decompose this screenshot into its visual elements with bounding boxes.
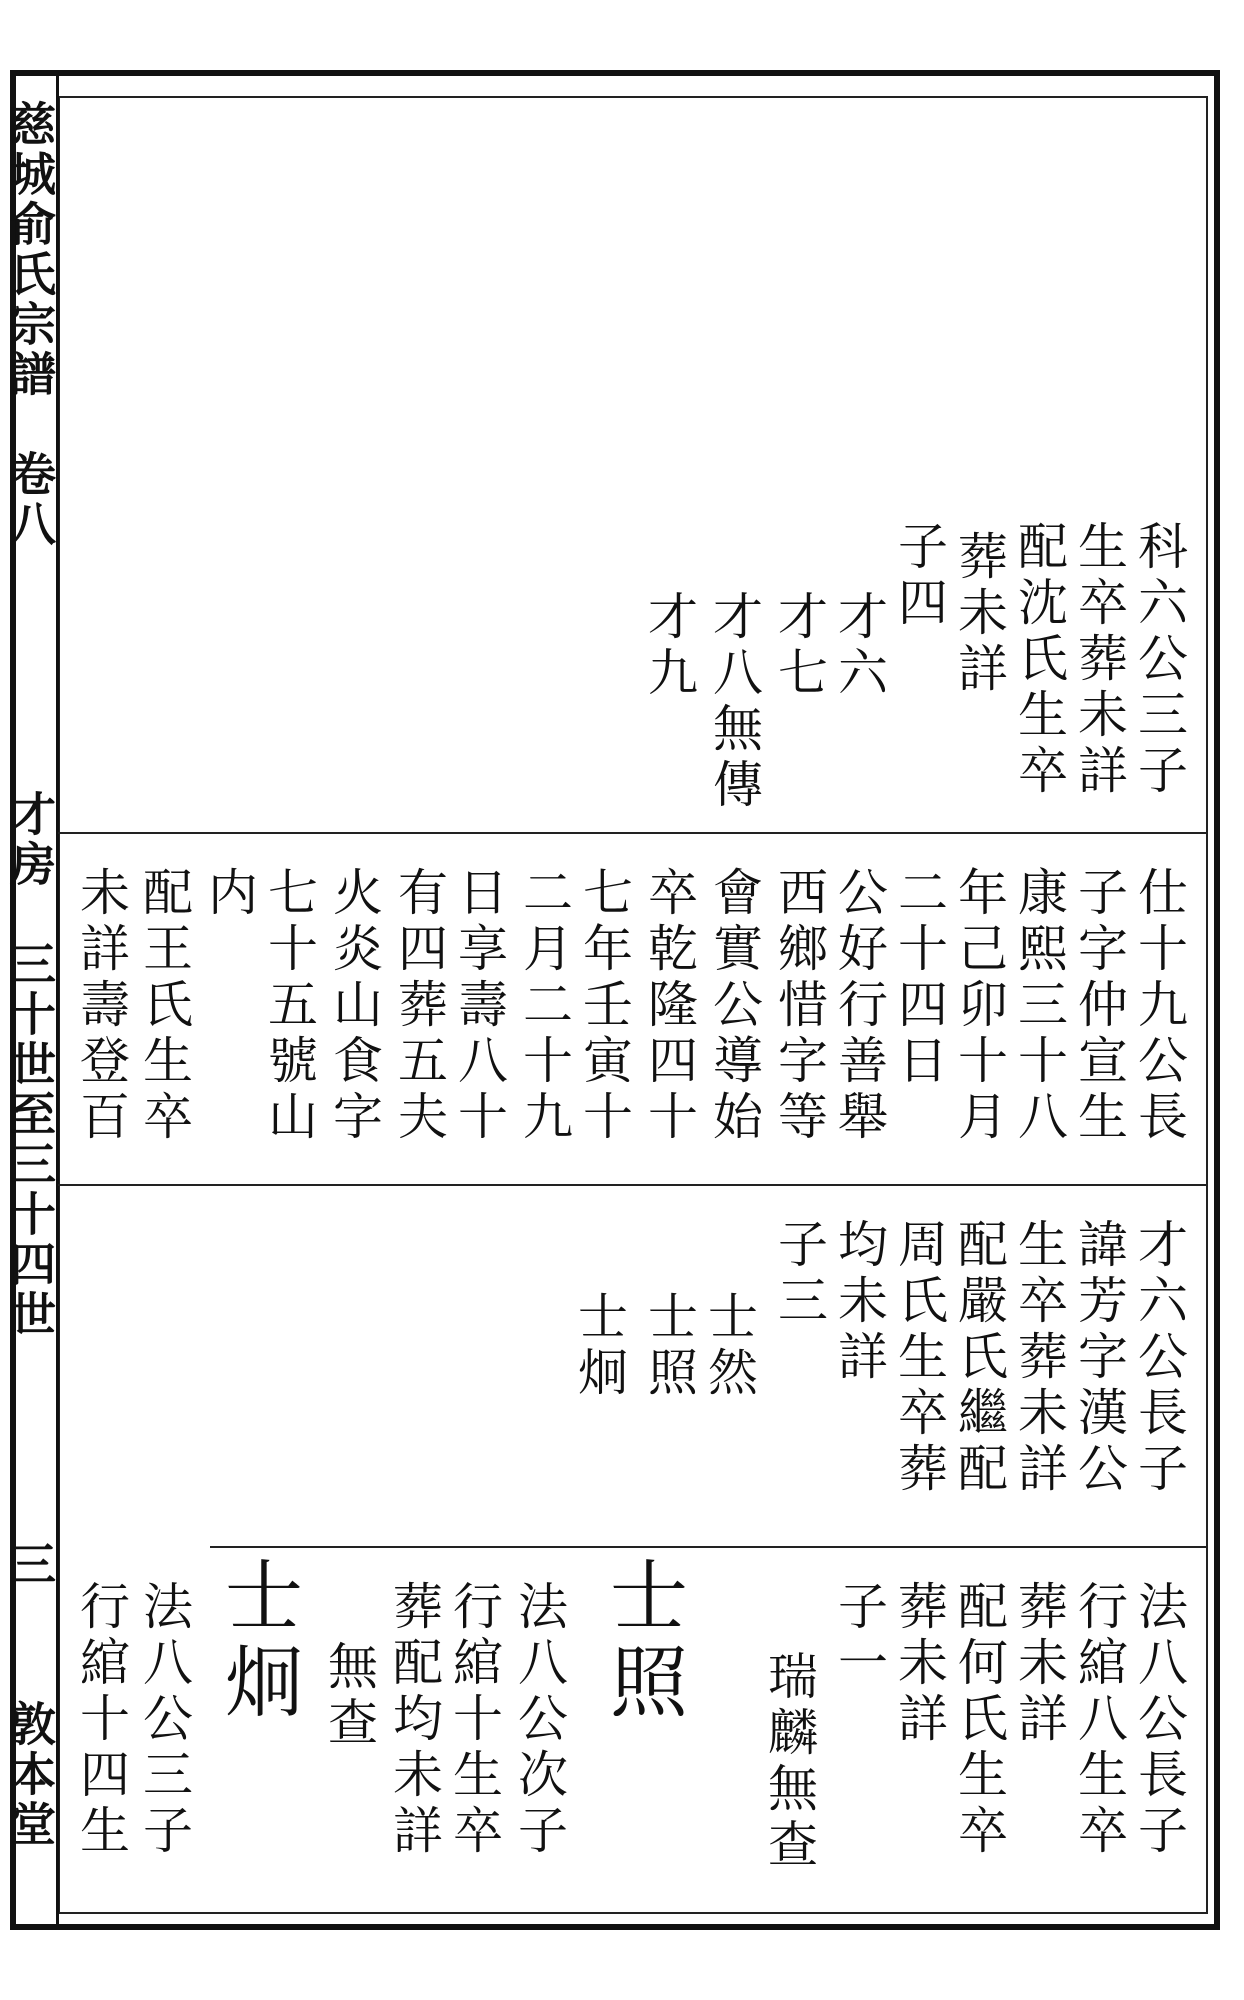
entry-line: 配王氏生卒: [135, 866, 193, 1146]
section-divider: [58, 1184, 1208, 1186]
entry-line: 諱芳字漢公: [1070, 1218, 1128, 1498]
entry-line: 子三: [770, 1218, 828, 1330]
entry-line: 有四葬五夫: [390, 866, 448, 1146]
entry-line: 未詳壽登百: [72, 866, 130, 1146]
entry-line: 葬未詳: [890, 1580, 948, 1748]
entry-line: 行綰十生卒: [445, 1580, 503, 1860]
entry-line: 瑞麟無查: [760, 1650, 818, 1874]
son-name: 士照: [640, 1290, 698, 1402]
entry-line: 法八公長子: [1130, 1580, 1188, 1860]
entry-line: 周氏生卒葬: [890, 1218, 948, 1498]
entry-line: 西鄉惜字等: [770, 866, 828, 1146]
son-name: 士炯: [570, 1290, 628, 1402]
son-name: 士然: [700, 1290, 758, 1402]
entry-line: 仕十九公長: [1130, 866, 1188, 1146]
son-name: 才六: [830, 590, 888, 702]
entry-line: 子四: [890, 520, 948, 632]
entry-line: 會實公導始: [705, 866, 763, 1146]
entry-line: 子一: [830, 1580, 888, 1692]
entry-line: 卒乾隆四十: [640, 866, 698, 1146]
entry-line: 公好行善舉: [830, 866, 888, 1146]
entry-line: 無查: [320, 1640, 378, 1752]
son-name: 才七: [770, 590, 828, 702]
entry-line: 七十五號山: [260, 866, 318, 1146]
entry-line: 法八公三子: [135, 1580, 193, 1860]
entry-line: 日享壽八十: [450, 866, 508, 1146]
entry-line: 生卒葬未詳: [1010, 1218, 1068, 1498]
entry-line: 行綰十四生: [72, 1580, 130, 1860]
entry-line: 火炎山食字: [325, 866, 383, 1146]
entry-line: 法八公次子: [510, 1580, 568, 1860]
entry-line: 科六公三子: [1130, 520, 1188, 800]
section-divider: [58, 832, 1208, 834]
page-number: 三: [3, 1540, 57, 1590]
entry-line: 葬未詳: [1010, 1580, 1068, 1748]
hall-name: 敦本堂: [3, 1700, 57, 1850]
entry-line: 子字仲宣生: [1070, 866, 1128, 1146]
section-divider: [210, 1546, 1208, 1548]
entry-line: 才六公長子: [1130, 1218, 1188, 1498]
entry-line: 二月二十九: [515, 866, 573, 1146]
generations-label: 三十世至三十四世: [3, 940, 57, 1340]
entry-line: 七年壬寅十: [575, 866, 633, 1146]
branch-label: 才房: [3, 790, 57, 890]
entry-line: 年己卯十月: [950, 866, 1008, 1146]
entry-line: 葬未詳: [950, 530, 1008, 698]
volume-label: 卷八: [3, 450, 57, 550]
entry-line: 配嚴氏繼配: [950, 1218, 1008, 1498]
entry-line: 葬配均未詳: [385, 1580, 443, 1860]
entry-line: 生卒葬未詳: [1070, 520, 1128, 800]
entry-line: 二十四日: [890, 866, 948, 1090]
entry-line: 均未詳: [830, 1218, 888, 1386]
entry-line: 配沈氏生卒: [1010, 520, 1068, 800]
entry-line: 康熙三十八: [1010, 866, 1068, 1146]
entry-line: 配何氏生卒: [950, 1580, 1008, 1860]
entry-line: 行綰八生卒: [1070, 1580, 1128, 1860]
son-name: 才九: [640, 590, 698, 702]
entry-name: 士照: [597, 1555, 687, 1727]
entry-name: 士炯: [212, 1555, 302, 1727]
son-name: 才八無傳: [705, 590, 763, 814]
entry-line: 内: [200, 866, 258, 922]
book-title: 慈城俞氏宗譜: [3, 100, 57, 400]
